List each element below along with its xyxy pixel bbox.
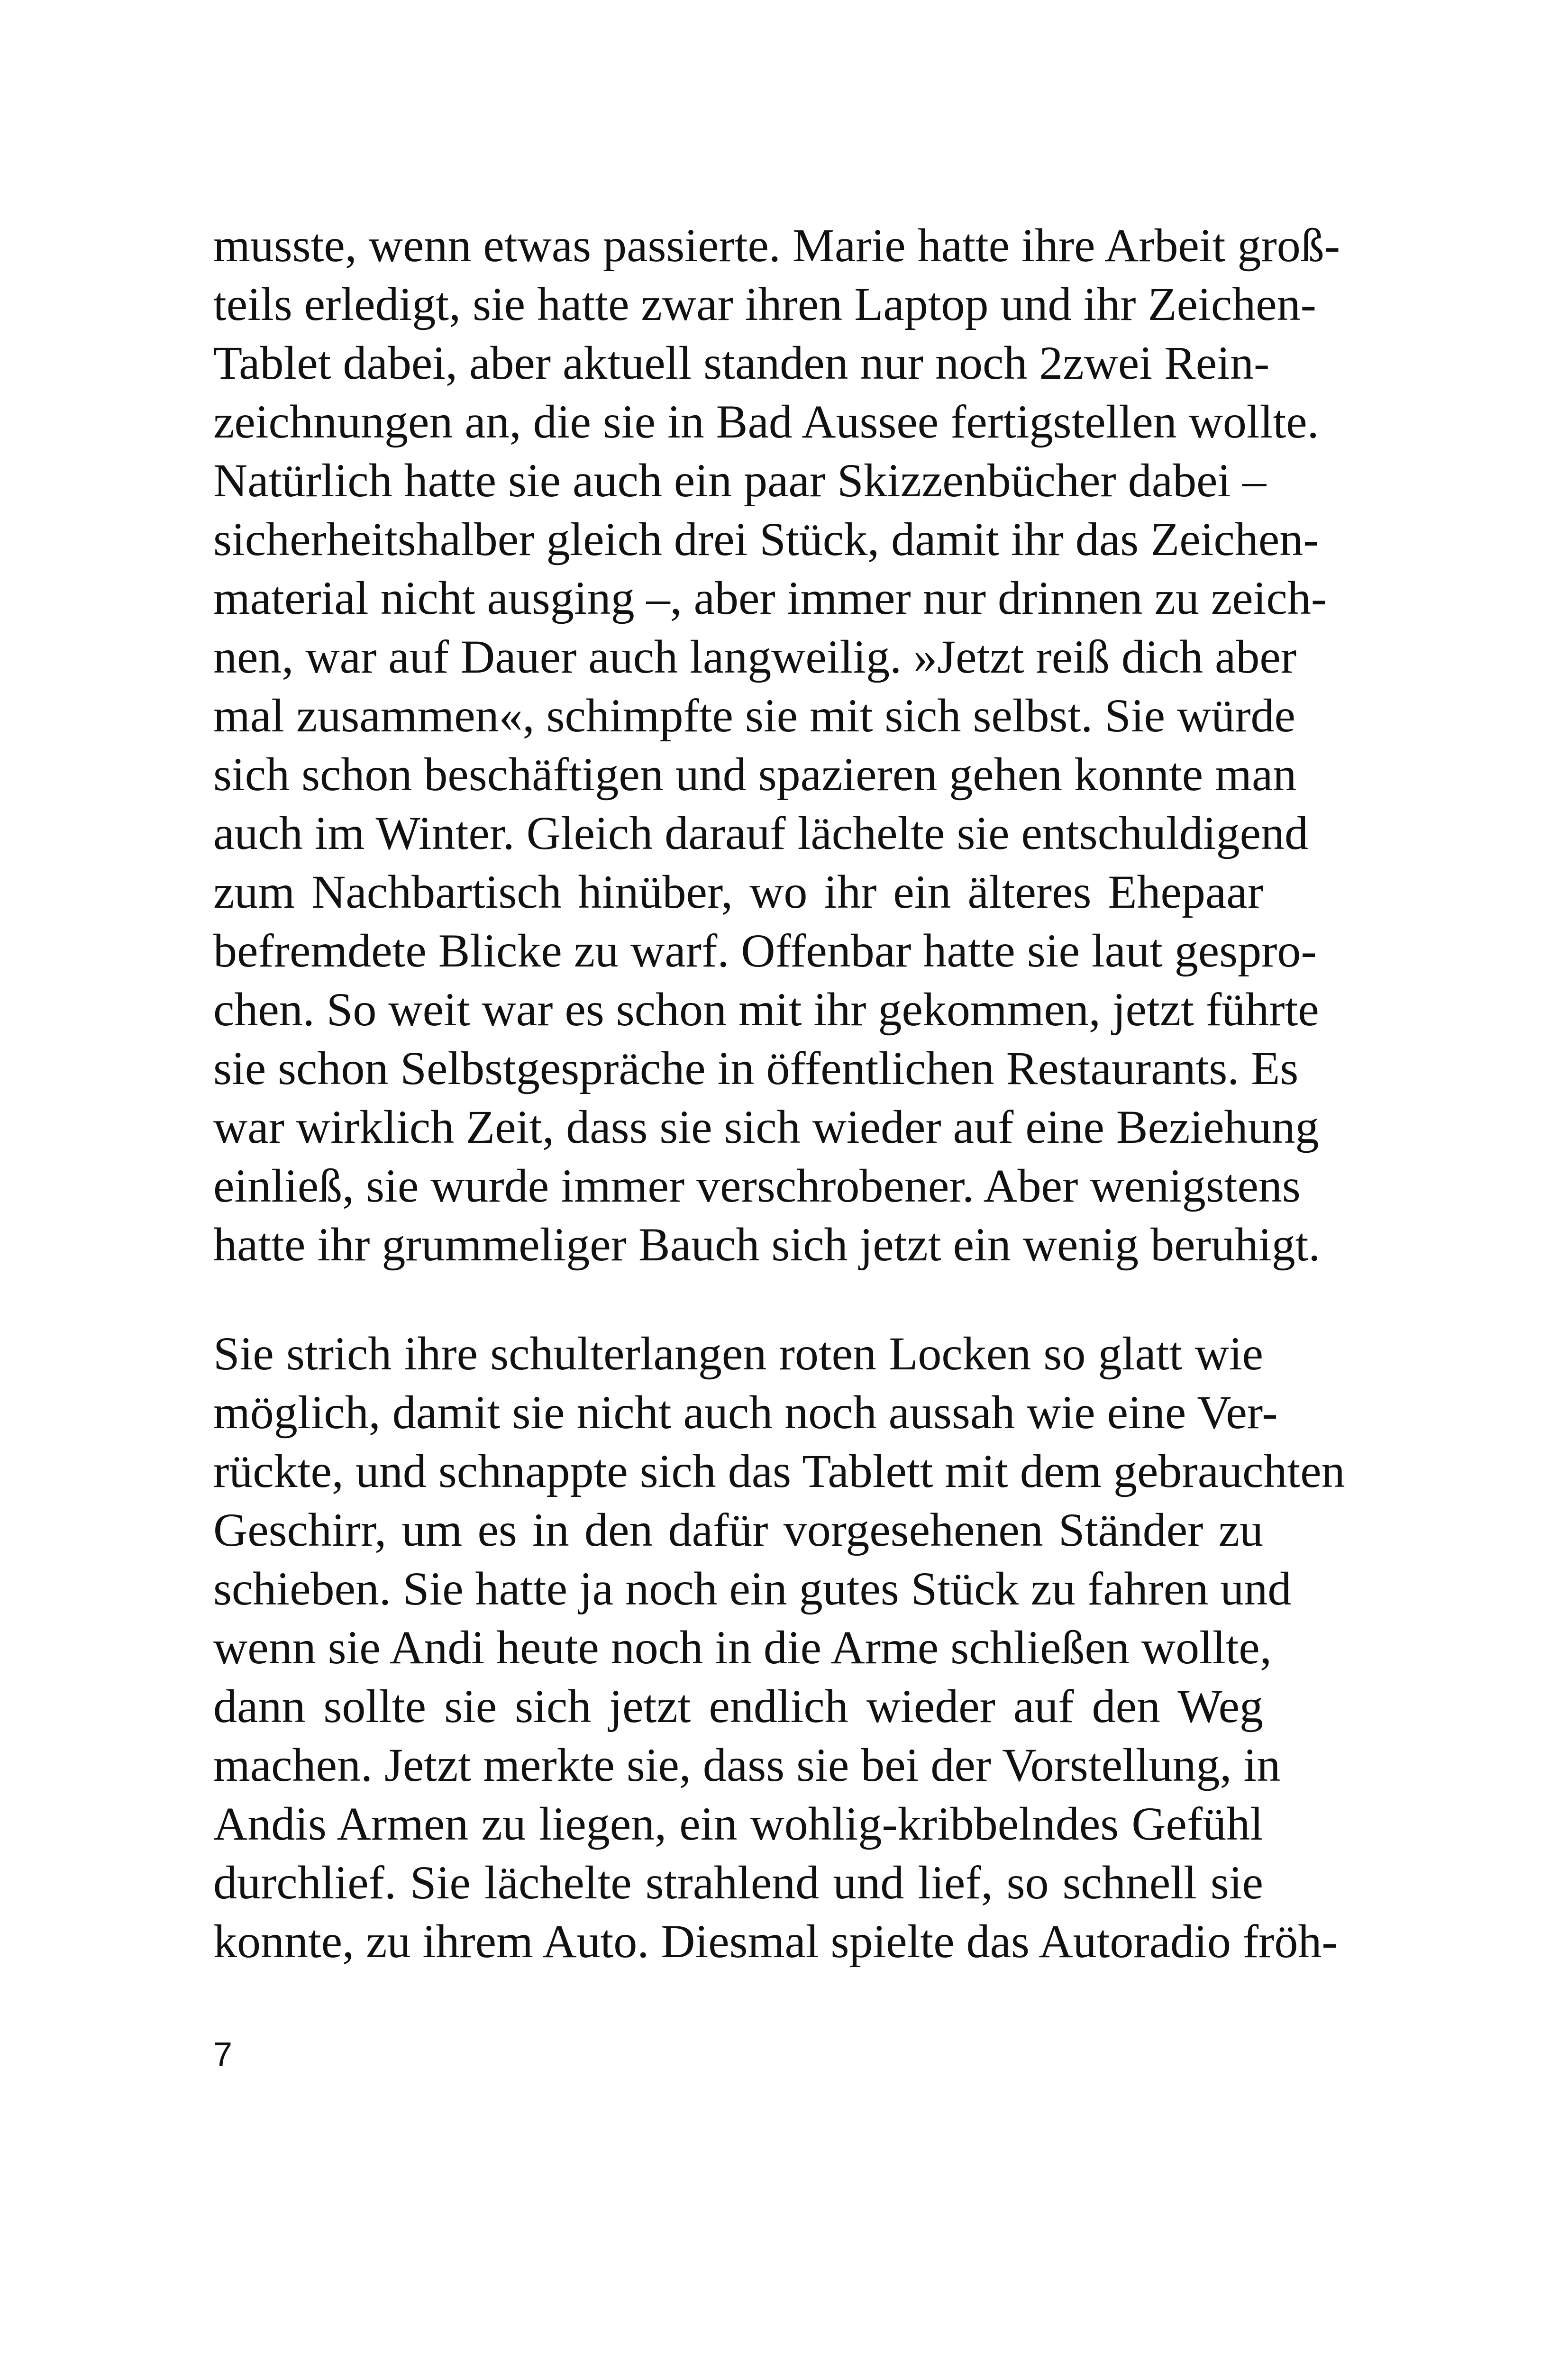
page-number: 7	[213, 2036, 233, 2074]
text-line: rückte, und schnappte sich das Tablett mit dem gebrauchten	[213, 1445, 1345, 1497]
paragraph-2	[213, 1324, 1345, 1971]
text-line: chen. So weit war es schon mit ihr gekommen, jetzt führte	[213, 983, 1319, 1036]
text-line: zum Nachbartisch hinüber, wo ihr ein älteres Ehepaar	[213, 866, 1263, 918]
text-line: befremdete Blicke zu warf. Offenbar hatte sie laut gespro-	[213, 924, 1317, 977]
text-line: schieben. Sie hatte ja noch ein gutes Stück zu fahren und	[213, 1562, 1292, 1615]
text-line: sie schon Selbstgespräche in öffentlichen Restaurants. Es	[213, 1042, 1299, 1094]
text-line: einließ, sie wurde immer verschrobener. Aber wenigstens	[213, 1159, 1301, 1212]
text-line: Natürlich hatte sie auch ein paar Skizzenbücher dabei –	[213, 454, 1267, 507]
text-line: dann sollte sie sich jetzt endlich wieder auf den Weg	[213, 1680, 1263, 1732]
text-line: auch im Winter. Gleich darauf lächelte sie entschuldigend	[213, 807, 1308, 859]
text-line: machen. Jetzt merkte sie, dass sie bei der Vorstellung, in	[213, 1739, 1281, 1791]
text-line: konnte, zu ihrem Auto. Diesmal spielte das Autoradio fröh-	[213, 1915, 1338, 1968]
text-line: zeichnungen an, die sie in Bad Aussee fertigstellen wollte.	[213, 395, 1319, 448]
text-line: hatte ihr grummeliger Bauch sich jetzt ein wenig beruhigt.	[213, 1218, 1321, 1271]
text-line: Sie strich ihre schulterlangen roten Locken so glatt wie	[213, 1327, 1263, 1380]
text-line: musste, wenn etwas passierte. Marie hatte ihre Arbeit groß-	[213, 219, 1340, 272]
text-line: durchlief. Sie lächelte strahlend und lief, so schnell sie	[213, 1856, 1263, 1909]
text-line: Geschirr, um es in den dafür vorgesehenen Ständer zu	[213, 1504, 1263, 1556]
text-line: nen, war auf Dauer auch langweilig. »Jetzt reiß dich aber	[213, 630, 1297, 683]
text-line: sich schon beschäftigen und spazieren gehen konnte man	[213, 748, 1297, 801]
text-line: material nicht ausging –, aber immer nur drinnen zu zeich-	[213, 572, 1327, 624]
text-line: war wirklich Zeit, dass sie sich wieder auf eine Beziehung	[213, 1101, 1319, 1153]
text-line: Andis Armen zu liegen, ein wohlig-kribbelndes Gefühl	[213, 1797, 1263, 1850]
text-line: Tablet dabei, aber aktuell standen nur noch 2zwei Rein-	[213, 337, 1270, 389]
text-line: wenn sie Andi heute noch in die Arme schließen wollte,	[213, 1621, 1272, 1674]
text-line: teils erledigt, sie hatte zwar ihren Laptop und ihr Zeichen-	[213, 278, 1316, 330]
text-line: sicherheitshalber gleich drei Stück, damit ihr das Zeichen-	[213, 513, 1319, 565]
paragraph-1	[213, 216, 1340, 1274]
text-line: mal zusammen«, schimpfte sie mit sich selbst. Sie würde	[213, 689, 1295, 742]
text-line: möglich, damit sie nicht auch noch aussah wie eine Ver-	[213, 1386, 1278, 1439]
